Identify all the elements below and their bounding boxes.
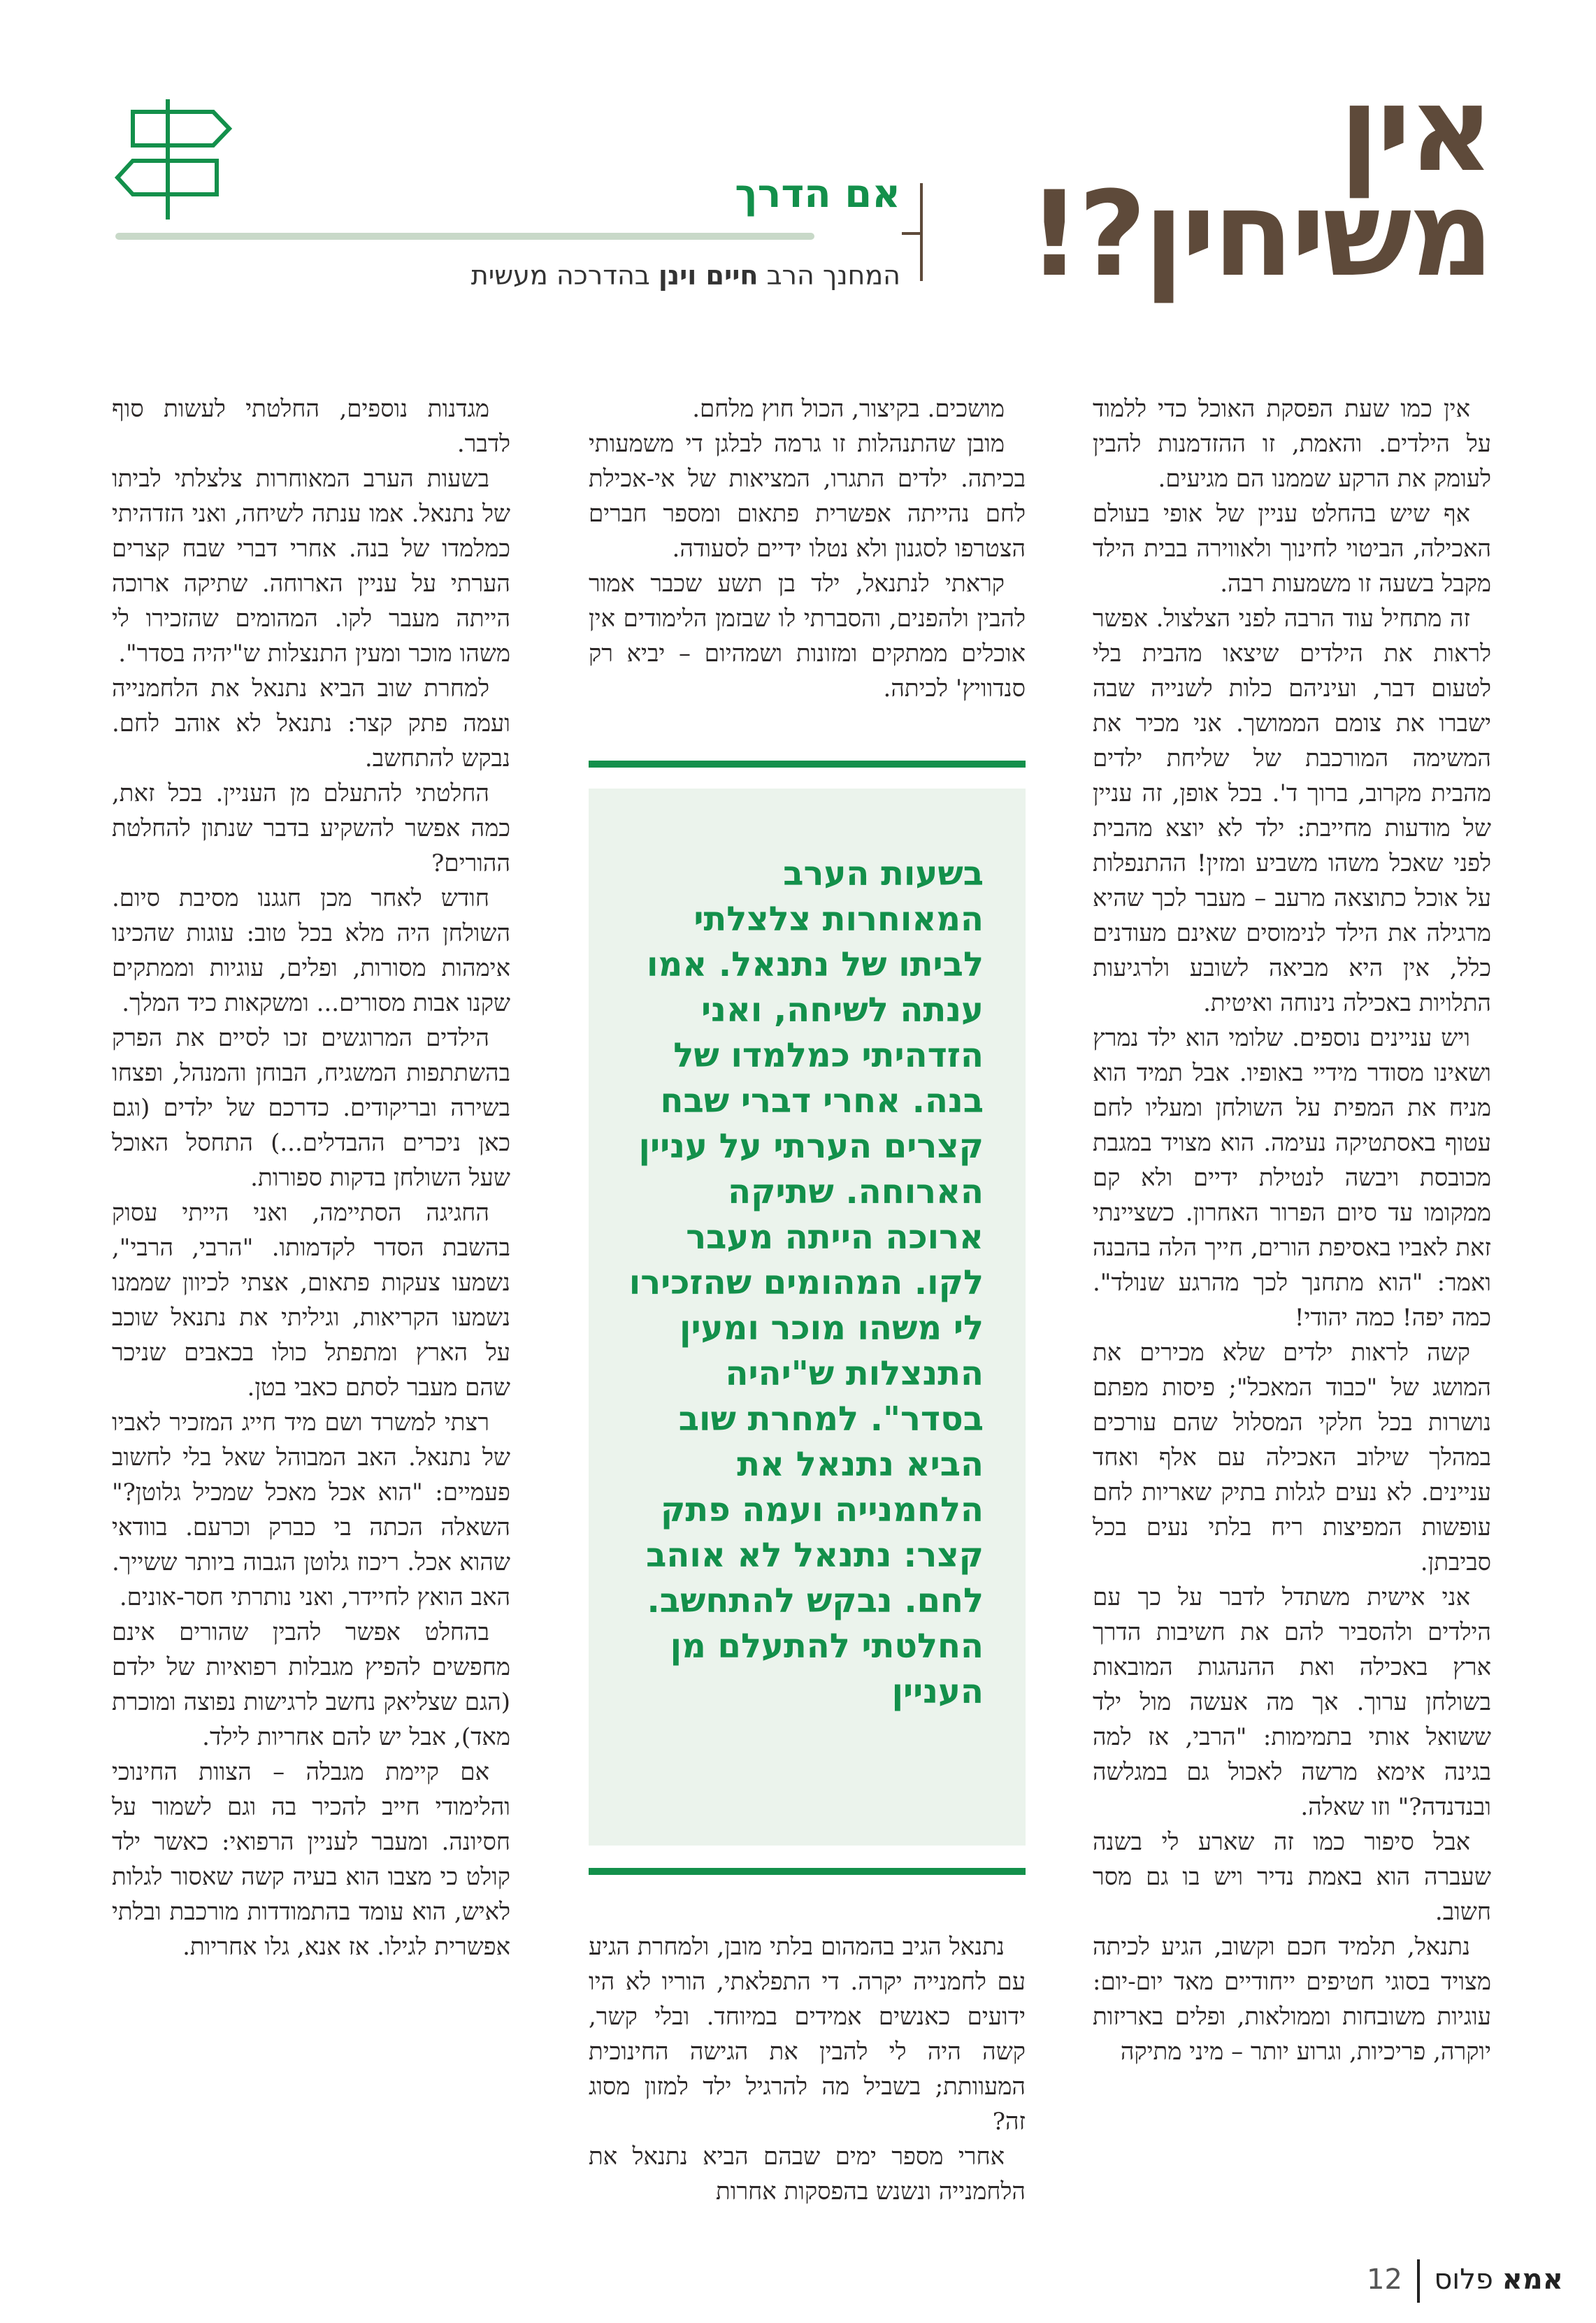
- signpost-icon: [112, 96, 238, 222]
- paragraph: נתנאל הגיב בהמהום בלתי מובן, ולמחרת הגיע עם לחמנייה יקרה. די התפלאתי, הוריו לא היו ידועים כאנשים אמידים במיוחד. ובלי קשר, קשה היה לי להבין את הגישה החינוכית המעוותת; בשביל מה להרגיל ילד למזון מסוג זה?: [589, 1933, 1026, 2136]
- paragraph: אחרי מספר ימים שבהם הביא נתנאל את הלחמנייה ונשנש בהפסקות אחרות: [589, 2143, 1026, 2206]
- title-line-2: משיחין?!: [1027, 166, 1491, 303]
- article-column-2-bottom: [589, 1929, 1026, 2209]
- article-column-3: [112, 391, 510, 1964]
- paragraph: זה מתחיל עוד הרבה לפני הצלצול. אפשר לראות את הילדים שיצאו מהבית בלי לטעום דבר, ועיניהם כלות לשנייה שבה ישברו את צומם הממושך. אני מכיר את המשימה המורכבת של שליחת ילדים מהבית מקרוב, ברוך ד'. בכל אופן, זה עניין של מודעות מחייבת: ילד לא יוצא מהבית לפני שאכל משהו משביע ומזין! ההתנפלות על אוכל כתוצאה מרעב – מעבר לכך שהיא מרגילה את הילד לנימוסים שאינם מעודנים כלל, אין היא מביאה לשובע ולרגיעות התלויות באכילה נינוחה ואיטית.: [1093, 605, 1491, 1017]
- pullquote-text: בשעות הערב המאוחרות צלצלתי לביתו של נתנאל. אמו ענתה לשיחה, ואני הזדהיתי כמלמדו של בנה. אחרי דברי שבח קצרים הערתי על עניין הארוחה. שתיקה ארוכה הייתה מעבר לקו. המהומים שהזכירו לי משהו מוכר ומעין התנצלות ש"יהיה בסדר". למחרת שוב הביא נתנאל את הלחמנייה ועמה פתק קצר: נתנאל לא אוהב לחם. נבקש להתחשב. החלטתי להתעלם מן העניין: [628, 854, 984, 1711]
- paragraph: מגדנות נוספים, החלטתי לעשות סוף לדבר.: [112, 395, 510, 458]
- paragraph: הילדים המרוגשים זכו לסיים את הפרק בהשתתפות המשגיח, הבוחן והמנהל, ופצחו בשירה ובריקודים. כדרכם של ילדים (וגם כאן ניכרים ההבדלים...) התחסל האוכל שעל השולחן בדקות ספורות.: [112, 1024, 510, 1192]
- paragraph: אני אישית משתדל לדבר על כך עם הילדים ולהסביר להם את חשיבות הדרך ארץ באכילה ואת ההנהגות המובאות בשולחן ערוך. אך מה אעשה מול ילד ששואל אותי בתמימות: "הרבי, אז למה בגינה אימא מרשה לאכול גם במגלשה ובנדנדה?" וזו שאלה.: [1093, 1583, 1491, 1821]
- header-separator-tick: [902, 232, 923, 235]
- page-footer: [1367, 2259, 1563, 2303]
- paragraph: החלטתי להתעלם מן העניין. בכל זאת, כמה אפשר להשקיע בדבר שנתון להחלטת ההורים?: [112, 779, 510, 877]
- byline-prefix: המחנך הרב: [758, 260, 900, 291]
- paragraph: חודש לאחר מכן חגגנו מסיבת סיום. השולחן היה מלא בכל טוב: עוגות שהכינו אימהות מסורות, ופלים, עוגיות וממתקים שקנו אבות מסורים... ומשקאות כיד המלך.: [112, 884, 510, 1017]
- series-name: אם הדרך: [735, 171, 900, 217]
- paragraph: אין כמו שעת הפסקת האוכל כדי ללמוד על הילדים. והאמת, זו ההזדמנות להבין לעומק את הרקע שממנו הם מגיעים.: [1093, 395, 1491, 493]
- article-column-1: [1093, 391, 1491, 2223]
- paragraph: בשעות הערב המאוחרות צלצלתי לביתו של נתנאל. אמו ענתה לשיחה, ואני הזדהיתי כמלמדו של בנה. אחרי דברי שבח קצרים הערתי על עניין הארוחה. שתיקה ארוכה הייתה מעבר לקו. המהומים שהזכירו לי משהו מוכר ומעין התנצלות ש"יהיה בסדר".: [112, 465, 510, 668]
- paragraph: נתנאל, תלמיד חכם וקשוב, הגיע לכיתה מצויד בסוגי חטיפים ייחודיים מאד יום-יום: עוגיות משובחות וממולאות, ופלים באריזות יוקרה, פריכיות, וגרוע יותר – מיני מתיקה: [1093, 1933, 1491, 2066]
- paragraph: למחרת שוב הביא נתנאל את הלחמנייה ועמה פתק קצר: נתנאל לא אוהב לחם. נבקש להתחשב.: [112, 675, 510, 772]
- paragraph: קראתי לנתנאל, ילד בן תשע שכבר אמור להבין ולהפנים, והסברתי לו שבזמן הלימודים אין אוכלים ממתקים ומזונות ושמהיום – יביא רק סנדוויץ' לכיתה.: [589, 570, 1026, 703]
- paragraph: מובן שהתנהלות זו גרמה לבלגן די משמעותי בכיתה. ילדים התגרו, המציאות של אי-אכילת לחם נהייתה אפשרית פתאום ומספר חברים הצטרפו לסגנון ולא נטלו ידיים לסעודה.: [589, 430, 1026, 563]
- byline: [471, 260, 900, 291]
- byline-suffix: בהדרכה מעשית: [470, 260, 659, 291]
- paragraph: רצתי למשרד ושם מיד חייג המזכיר לאביו של נתנאל. האב המבוהל שאל בלי לחשוב פעמיים: "הוא אכל מאכל שמכיל גלוטן?" השאלה הכתה בי כברק וכרעם. בוודאי שהוא אכל. ריכוז גלוטן הגבוה ביותר ששייך. האב הואץ לחיידר, ואני נותרתי חסר-אונים.: [112, 1409, 510, 1611]
- pullquote-bottom-rule: [589, 1868, 1026, 1875]
- paragraph: החגיגה הסתיימה, ואני הייתי עסוק בהשבת הסדר לקדמותו. "הרבי, הרבי", נשמעו צעקות פתאום, אצתי לכיוון שממנו נשמעו הקריאות, וגיליתי את נתנאל שוכב על הארץ ומתפתל כולו בכאבים שניכר שהם מעבר לסתם כאבי בטן.: [112, 1199, 510, 1402]
- magazine-name: אמא: [1502, 2264, 1563, 2296]
- title-line-1: אין: [1339, 61, 1491, 198]
- article-title: [1027, 61, 1491, 303]
- magazine-suffix: פלוס: [1434, 2264, 1493, 2296]
- author-name: חיים וינן: [658, 260, 759, 291]
- paragraph: קשה לראות ילדים שלא מכירים את המושג של "כבוד המאכל"; פיסות מפתם נושרות בכל חלקי המסלול שהם עורכים במהלך שילוב האכילה עם אלף ואחד עניינים. לא נעים לגלות בתיק שאריות לחם עופשות המפיצות ריח בלתי נעים בכל סביבתן.: [1093, 1339, 1491, 1576]
- paragraph: אם קיימת מגבלה – הצוות החינוכי והלימודי חייב להכיר בה וגם לשמור על חסיונה. ומעבר לעניין הרפואי: כאשר ילד קולט כי מצבו הוא בעיה קשה שאסור לגלות לאיש, הוא עומד בהתמודדות מורכבת ובלתי אפשרית לגילו. אז אנא, גלו אחריות.: [112, 1758, 510, 1961]
- footer-divider: [1417, 2259, 1420, 2303]
- paragraph: ויש עניינים נוספים. שלומי הוא ילד נמרץ ושאינו מסודר מידיי באופיו. אבל תמיד הוא מניח את המפית על השולחן ומעליו לחם עטוף באסתטיקה נעימה. הוא מצויד במגבת מכובסת ויבשה לנטילת ידיים ולא קם ממקומו עד סיום הפרור האחרון. כשציינתי זאת לאביו באסיפת הורים, חייך הלה בהבנה ואמר: "הוא מתחנך לכך מהרגע שנולד". כמה יפה! כמה יהודי!: [1093, 1024, 1491, 1332]
- header-divider: [115, 233, 814, 240]
- pullquote-top-rule: [589, 761, 1026, 768]
- paragraph: אף שיש בהחלט עניין של אופי בעולם האכילה, הביטוי לחינוך ולאווירה בבית הילד מקבל בשעה זו משמעות רבה.: [1093, 500, 1491, 598]
- page-number: 12: [1367, 2264, 1402, 2296]
- pullquote-box: [589, 789, 1026, 1846]
- paragraph: מושכים. בקיצור, הכול חוץ מלחם.: [692, 395, 1005, 423]
- paragraph: בהחלט אפשר להבין שהורים אינם מחפשים להפיץ מגבלות רפואיות של ילדם (הגם שצליאק נחשב לרגישות נפוצה ומוכרת מאד), אבל יש להם אחריות לילד.: [112, 1618, 510, 1751]
- paragraph: אבל סיפור כמו זה שארע לי בשנה שעברה הוא באמת נדיר ויש בו גם מסר חשוב.: [1093, 1828, 1491, 1926]
- article-column-2-top: [589, 391, 1026, 706]
